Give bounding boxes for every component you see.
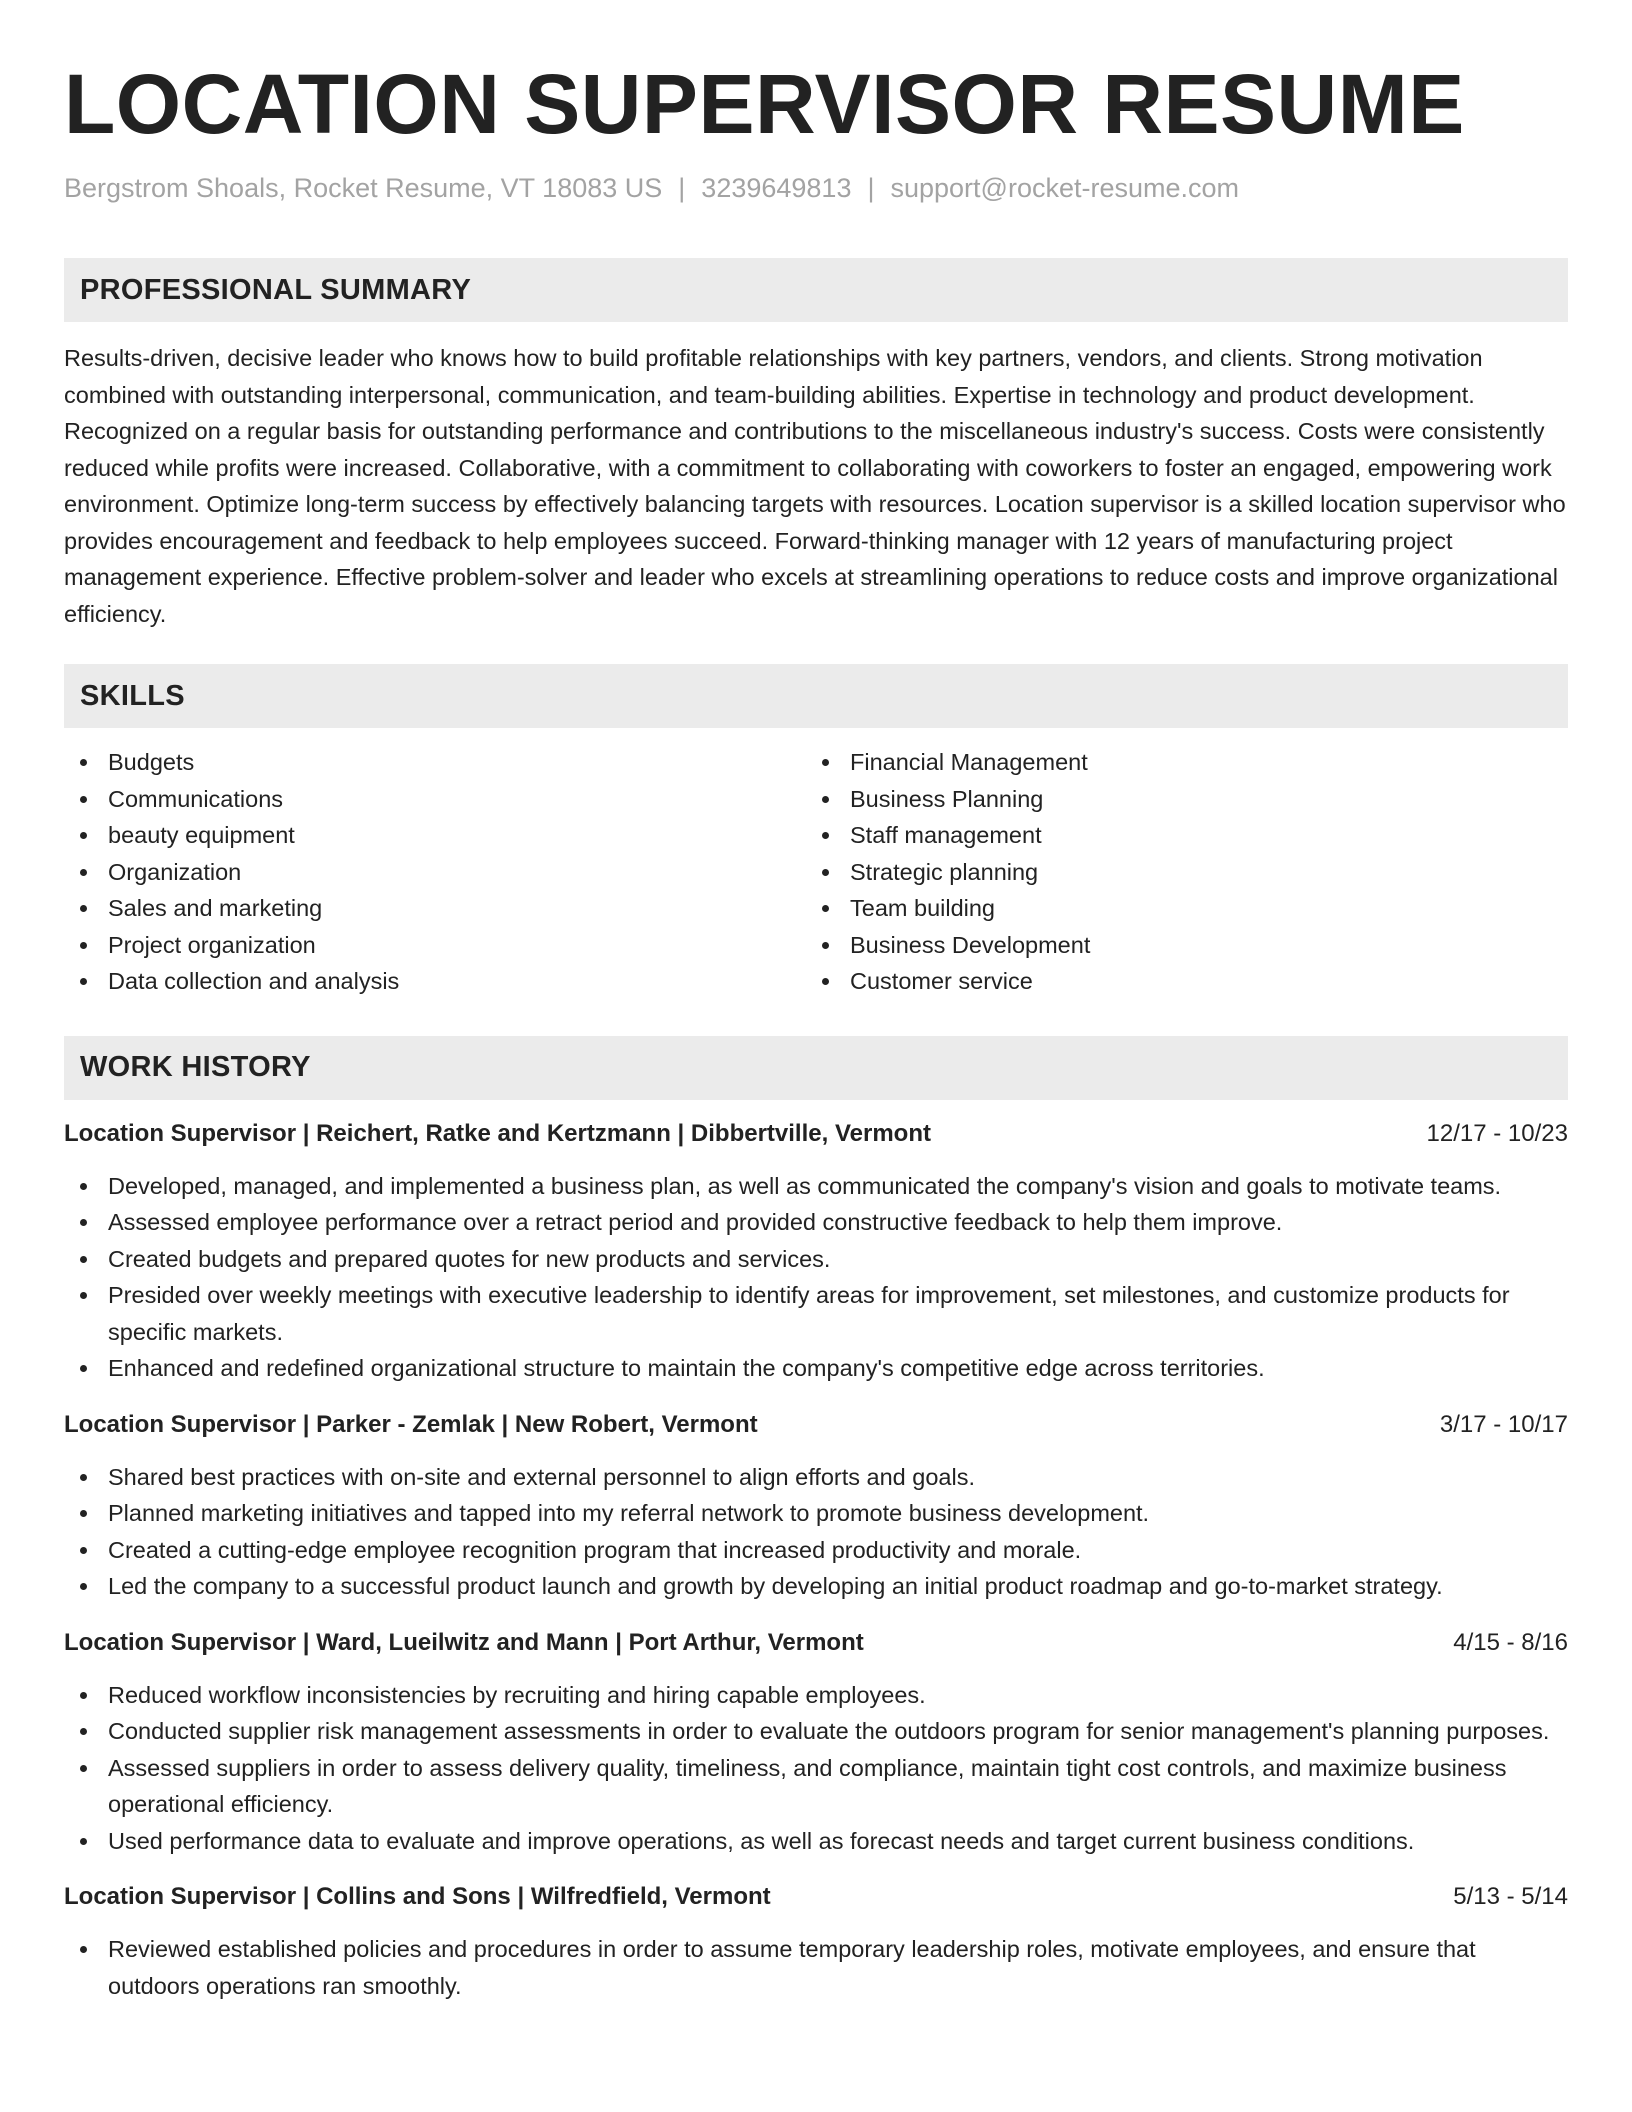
skill-item: Sales and marketing: [64, 890, 806, 927]
job-bullet: Developed, managed, and implemented a business plan, as well as communicated the company's vision and goals to motivate teams.: [64, 1168, 1568, 1205]
job-entry: [64, 1879, 1568, 2004]
contact-email: support@rocket-resume.com: [890, 173, 1240, 203]
skill-item: Budgets: [64, 744, 806, 781]
skills-list-left: [64, 744, 806, 1000]
skills-list-right: [806, 744, 1548, 1000]
job-bullets: [64, 1931, 1568, 2004]
job-entry: [64, 1116, 1568, 1387]
work-heading: WORK HISTORY: [80, 1051, 311, 1083]
skill-item: Team building: [806, 890, 1548, 927]
job-entry: [64, 1625, 1568, 1860]
skill-item: Strategic planning: [806, 854, 1548, 891]
skill-item: Customer service: [806, 963, 1548, 1000]
job-bullet: Assessed suppliers in order to assess delivery quality, timeliness, and compliance, maintain tight cost controls, and maximize business operational efficiency.: [64, 1750, 1568, 1823]
job-header: [64, 1625, 1568, 1661]
skills-section-header: [64, 664, 1568, 728]
job-bullet: Reviewed established policies and procedures in order to assume temporary leadership roles, motivate employees, and ensure that outdoors operations ran smoothly.: [64, 1931, 1568, 2004]
job-header: [64, 1879, 1568, 1915]
resume-title: LOCATION SUPERVISOR RESUME: [64, 57, 1465, 151]
skills-heading: SKILLS: [80, 679, 185, 712]
job-entry: [64, 1407, 1568, 1605]
job-bullet: Led the company to a successful product launch and growth by developing an initial product roadmap and go-to-market strategy.: [64, 1568, 1568, 1605]
skill-item: Financial Management: [806, 744, 1548, 781]
contact-phone: 3239649813: [701, 173, 852, 203]
skill-item: Business Development: [806, 927, 1548, 964]
skills-columns: [64, 744, 1568, 1000]
skill-item: beauty equipment: [64, 817, 806, 854]
job-header: [64, 1407, 1568, 1443]
summary-text: Results-driven, decisive leader who knows how to build profitable relationships with key partners, vendors, and clients. Strong motivation combined with outstanding interpersonal, communication, and team-building abilities. Expertise in technology and product development. Recognized on a regular basis for outstanding performance and contributions to the miscellaneous industry's success. Costs were consistently reduced while profits were increased. Collaborative, with a commitment to collaborating with coworkers to foster an engaged, empowering work environment. Optimize long-term success by effectively balancing targets with resources. Location supervisor is a skilled location supervisor who provides encouragement and feedback to help employees succeed. Forward-thinking manager with 12 years of manufacturing project management experience. Effective problem-solver and leader who excels at streamlining operations to reduce costs and improve organizational efficiency.: [64, 345, 1566, 627]
job-heading: Location Supervisor | Reichert, Ratke and Kertzmann | Dibbertville, Vermont: [64, 1119, 931, 1147]
job-heading: Location Supervisor | Ward, Lueilwitz and Mann | Port Arthur, Vermont: [64, 1628, 864, 1656]
summary-heading: PROFESSIONAL SUMMARY: [80, 273, 472, 306]
job-bullet: Planned marketing initiatives and tapped into my referral network to promote business development.: [64, 1495, 1568, 1532]
job-dates: 4/15 - 8/16: [1453, 1628, 1568, 1656]
job-bullet: Created a cutting-edge employee recognition program that increased productivity and morale.: [64, 1532, 1568, 1569]
skill-item: Organization: [64, 854, 806, 891]
job-heading: Location Supervisor | Parker - Zemlak | New Robert, Vermont: [64, 1410, 758, 1438]
job-bullet: Shared best practices with on-site and external personnel to align efforts and goals.: [64, 1459, 1568, 1496]
summary-section-header: [64, 258, 1568, 322]
contact-separator: |: [867, 173, 875, 203]
contact-line: [64, 170, 1568, 206]
skill-item: Data collection and analysis: [64, 963, 806, 1000]
work-section-header: [64, 1036, 1568, 1100]
job-heading: Location Supervisor | Collins and Sons | Wilfredfield, Vermont: [64, 1883, 771, 1910]
job-dates: 5/13 - 5/14: [1453, 1883, 1568, 1910]
job-bullet: Created budgets and prepared quotes for new products and services.: [64, 1241, 1568, 1278]
job-bullet: Assessed employee performance over a retract period and provided constructive feedback to help them improve.: [64, 1204, 1568, 1241]
job-header: [64, 1116, 1568, 1152]
job-bullets: [64, 1677, 1568, 1860]
skill-item: Project organization: [64, 927, 806, 964]
job-bullets: [64, 1168, 1568, 1387]
contact-separator: |: [678, 173, 686, 203]
job-bullet: Reduced workflow inconsistencies by recruiting and hiring capable employees.: [64, 1677, 1568, 1714]
job-bullet: Enhanced and redefined organizational structure to maintain the company's competitive edge across territories.: [64, 1350, 1568, 1387]
job-bullet: Presided over weekly meetings with executive leadership to identify areas for improvement, set milestones, and customize products for specific markets.: [64, 1277, 1568, 1350]
skill-item: Communications: [64, 781, 806, 818]
job-bullets: [64, 1459, 1568, 1605]
skill-item: Staff management: [806, 817, 1548, 854]
job-dates: 12/17 - 10/23: [1426, 1119, 1568, 1147]
job-dates: 3/17 - 10/17: [1439, 1410, 1568, 1438]
skill-item: Business Planning: [806, 781, 1548, 818]
job-bullet: Conducted supplier risk management assessments in order to evaluate the outdoors program for senior management's planning purposes.: [64, 1713, 1568, 1750]
contact-address: Bergstrom Shoals, Rocket Resume, VT 18083 US: [64, 173, 663, 203]
job-bullet: Used performance data to evaluate and improve operations, as well as forecast needs and target current business conditions.: [64, 1823, 1568, 1860]
